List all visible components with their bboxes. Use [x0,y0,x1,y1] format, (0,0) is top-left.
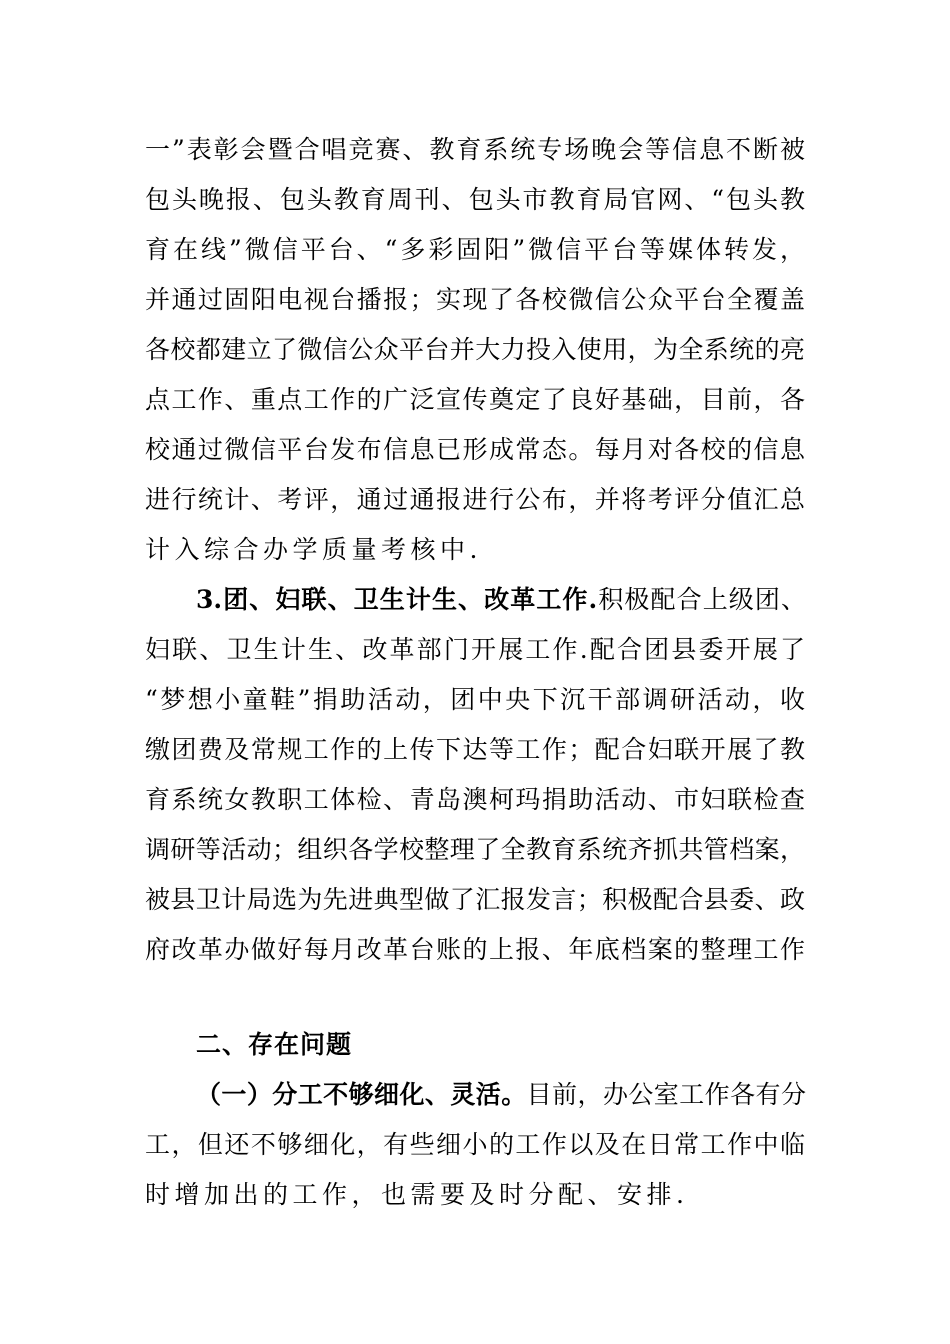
paragraph-line: 育系统女教职工体检、青岛澳柯玛捐助活动、市妇联检查 [145,785,805,814]
paragraph-line: 育在线”微信平台、“多彩固阳”微信平台等媒体转发， [145,235,805,264]
paragraph-line: 并通过固阳电视台播报；实现了各校微信公众平台全覆盖 [145,285,805,314]
section-heading: 二、存在问题 [196,1030,353,1059]
paragraph-line: 一”表彰会暨合唱竞赛、教育系统专场晚会等信息不断被 [145,135,805,164]
paragraph-line: 缴团费及常规工作的上传下达等工作；配合妇联开展了教 [145,735,805,764]
paragraph-line: 调研等活动；组织各学校整理了全教育系统齐抓共管档案， [145,835,805,864]
paragraph-line: 进行统计、考评，通过通报进行公布，并将考评分值汇总 [145,485,805,514]
paragraph-first-line [196,585,806,615]
subsection-heading: （一）分工不够细化、灵活。 [196,1080,527,1109]
item-heading: 3.团、妇联、卫生计生、改革工作. [196,585,598,614]
paragraph-line: 计入综合办学质量考核中. [145,535,482,564]
paragraph-line: 包头晚报、包头教育周刊、包头市教育局官网、“包头教 [145,185,805,214]
paragraph-line: 校通过微信平台发布信息已形成常态。每月对各校的信息 [145,435,805,464]
paragraph-first-line [196,1080,806,1110]
paragraph-line: 妇联、卫生计生、改革部门开展工作.配合团县委开展了 [145,635,805,664]
item-text: 目前，办公室工作各有分 [526,1080,806,1109]
paragraph-line: 工，但还不够细化，有些细小的工作以及在日常工作中临 [145,1130,805,1159]
paragraph-line: 各校都建立了微信公众平台并大力投入使用，为全系统的亮 [145,335,805,364]
paragraph-line: 点工作、重点工作的广泛宣传奠定了良好基础，目前，各 [145,385,805,414]
paragraph-line: 被县卫计局选为先进典型做了汇报发言；积极配合县委、政 [145,885,805,914]
paragraph-line: 府改革办做好每月改革台账的上报、年底档案的整理工作 [145,935,805,964]
item-text: 积极配合上级团、 [597,585,806,614]
paragraph-line: 时增加出的工作，也需要及时分配、安排. [145,1180,689,1209]
paragraph-line: “梦想小童鞋”捐助活动，团中央下沉干部调研活动，收 [145,685,805,714]
